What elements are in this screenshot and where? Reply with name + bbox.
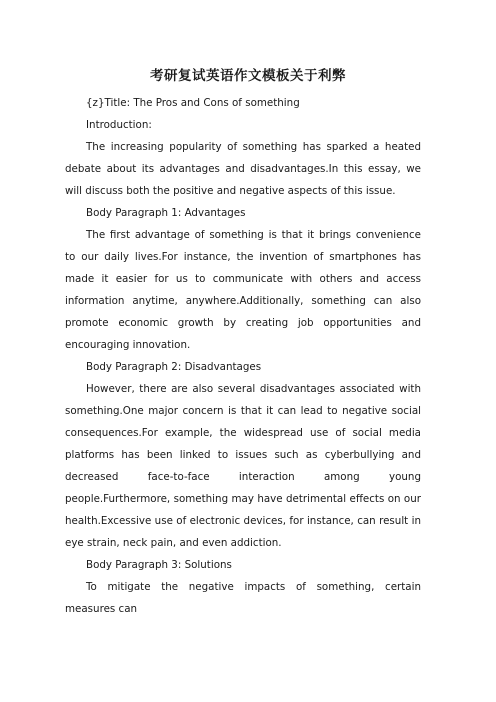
title-line: {z}Title: The Pros and Cons of something (86, 97, 300, 109)
introduction-heading: Introduction: (86, 119, 152, 131)
advantages-paragraph: The first advantage of something is that it brings convenience to our daily lives.For instance, the invention of smartphones has made it easier for us to communicate with others and access information anytime, anywhere.Additionally, something can also promote economic growth by creating job opportunities and encouraging innovation. (65, 229, 421, 351)
advantages-heading: Body Paragraph 1: Advantages (86, 207, 246, 219)
document-title: 考研复试英语作文模板关于利弊 (150, 68, 346, 84)
disadvantages-paragraph: However, there are also several disadvantages associated with something.One major concern is that it can lead to negative social consequences.For example, the widespread use of social media platforms has been linked to issues such as cyberbullying and decreased face-to-face interaction among young people.Furthermore, something may have detrimental effects on our health.Excessive use of electronic devices, for instance, can result in eye strain, neck pain, and even addiction. (65, 383, 421, 549)
disadvantages-heading: Body Paragraph 2: Disadvantages (86, 361, 262, 373)
solutions-paragraph: To mitigate the negative impacts of something, certain measures can (65, 581, 421, 615)
document-body (65, 92, 421, 620)
introduction-paragraph: The increasing popularity of something has sparked a heated debate about its advantages and disadvantages.In this essay, we will discuss both the positive and negative aspects of this issue. (65, 141, 421, 197)
solutions-heading: Body Paragraph 3: Solutions (86, 559, 232, 571)
